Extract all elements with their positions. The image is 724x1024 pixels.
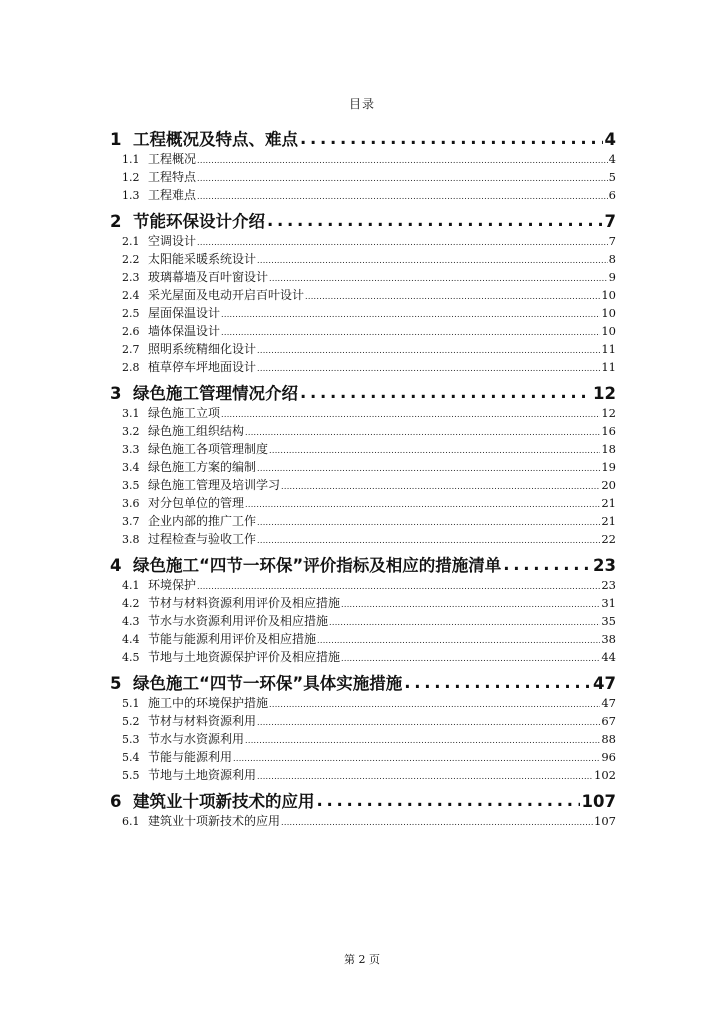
- section-number: 2.6: [122, 325, 140, 338]
- section-title: 工程难点: [148, 188, 197, 202]
- toc-chapter-entry[interactable]: [110, 552, 616, 576]
- section-number: 3.7: [122, 515, 140, 528]
- toc-chapter-entry[interactable]: [110, 126, 616, 150]
- toc-chapter-group: [110, 126, 616, 204]
- dot-leader: [245, 496, 600, 510]
- dot-leader: [404, 673, 591, 692]
- dot-leader: [503, 555, 591, 574]
- section-number: 2.4: [122, 289, 140, 302]
- section-title: 对分包单位的管理: [148, 496, 245, 510]
- section-title: 节水与水资源利用评价及相应措施: [148, 614, 329, 628]
- section-page-number: 35: [601, 614, 616, 628]
- chapter-title: 工程概况及特点、难点: [133, 130, 298, 149]
- section-page-number: 4: [608, 152, 616, 166]
- section-title: 墙体保温设计: [148, 324, 221, 338]
- dot-leader: [221, 324, 600, 338]
- dot-leader: [341, 596, 600, 610]
- section-page-number: 21: [601, 514, 616, 528]
- toc-section-entry[interactable]: [110, 304, 616, 322]
- section-page-number: 20: [601, 478, 616, 492]
- section-title: 节能与能源利用评价及相应措施: [148, 632, 317, 646]
- toc-section-entry[interactable]: [110, 630, 616, 648]
- section-title: 节水与水资源利用: [148, 732, 245, 746]
- section-title: 绿色施工立项: [148, 406, 221, 420]
- toc-section-entry[interactable]: [110, 250, 616, 268]
- toc-section-entry[interactable]: [110, 404, 616, 422]
- table-of-contents: [110, 126, 616, 834]
- section-title: 太阳能采暖系统设计: [148, 252, 257, 266]
- section-number: 3.5: [122, 479, 140, 492]
- toc-chapter-entry[interactable]: [110, 208, 616, 232]
- section-page-number: 44: [601, 650, 616, 664]
- chapter-title: 绿色施工管理情况介绍: [133, 384, 298, 403]
- toc-chapter-entry[interactable]: [110, 788, 616, 812]
- section-title: 玻璃幕墙及百叶窗设计: [148, 270, 269, 284]
- section-number: 4.4: [122, 633, 140, 646]
- section-page-number: 38: [601, 632, 616, 646]
- dot-leader: [317, 791, 580, 810]
- toc-chapter-group: [110, 552, 616, 666]
- toc-chapter-group: [110, 788, 616, 830]
- section-number: 3.2: [122, 425, 140, 438]
- section-page-number: 102: [594, 768, 616, 782]
- section-page-number: 8: [608, 252, 616, 266]
- chapter-page-number: 107: [581, 792, 616, 811]
- section-title: 绿色施工组织结构: [148, 424, 245, 438]
- section-number: 4.1: [122, 579, 140, 592]
- dot-leader: [197, 152, 608, 166]
- toc-section-entry[interactable]: [110, 530, 616, 548]
- dot-leader: [281, 814, 593, 828]
- chapter-number: 2: [110, 212, 122, 231]
- section-page-number: 22: [601, 532, 616, 546]
- dot-leader: [257, 532, 600, 546]
- dot-leader: [341, 650, 600, 664]
- chapter-number: 6: [110, 792, 122, 811]
- toc-section-entry[interactable]: [110, 612, 616, 630]
- toc-section-entry[interactable]: [110, 168, 616, 186]
- dot-leader: [269, 696, 600, 710]
- dot-leader: [300, 383, 591, 402]
- section-number: 1.2: [122, 171, 140, 184]
- section-page-number: 88: [601, 732, 616, 746]
- section-number: 2.2: [122, 253, 140, 266]
- section-number: 2.1: [122, 235, 140, 248]
- toc-section-entry[interactable]: [110, 440, 616, 458]
- dot-leader: [257, 342, 600, 356]
- toc-title: 目录: [348, 97, 375, 111]
- section-title: 空调设计: [148, 234, 197, 248]
- toc-section-entry[interactable]: [110, 748, 616, 766]
- chapter-page-number: 23: [593, 556, 616, 575]
- toc-section-entry[interactable]: [110, 766, 616, 784]
- dot-leader: [245, 732, 600, 746]
- section-title: 环境保护: [148, 578, 197, 592]
- toc-section-entry[interactable]: [110, 812, 616, 830]
- section-title: 建筑业十项新技术的应用: [148, 814, 281, 828]
- section-page-number: 96: [601, 750, 616, 764]
- dot-leader: [233, 750, 600, 764]
- section-number: 1.1: [122, 153, 140, 166]
- dot-leader: [257, 714, 600, 728]
- section-number: 2.7: [122, 343, 140, 356]
- section-title: 企业内部的推广工作: [148, 514, 257, 528]
- dot-leader: [221, 306, 600, 320]
- section-number: 2.3: [122, 271, 140, 284]
- section-page-number: 67: [601, 714, 616, 728]
- section-page-number: 18: [601, 442, 616, 456]
- dot-leader: [267, 211, 603, 230]
- section-title: 绿色施工方案的编制: [148, 460, 257, 474]
- section-number: 3.3: [122, 443, 140, 456]
- chapter-title: 绿色施工“四节一环保”具体实施措施: [133, 674, 403, 693]
- toc-chapter-entry[interactable]: [110, 380, 616, 404]
- toc-section-entry[interactable]: [110, 322, 616, 340]
- section-title: 节地与土地资源利用: [148, 768, 257, 782]
- toc-chapter-entry[interactable]: [110, 670, 616, 694]
- section-title: 过程检查与验收工作: [148, 532, 257, 546]
- toc-section-entry[interactable]: [110, 268, 616, 286]
- section-page-number: 21: [601, 496, 616, 510]
- toc-section-entry[interactable]: [110, 476, 616, 494]
- section-title: 屋面保温设计: [148, 306, 221, 320]
- section-page-number: 16: [601, 424, 616, 438]
- section-title: 工程特点: [148, 170, 197, 184]
- dot-leader: [257, 252, 608, 266]
- dot-leader: [257, 514, 600, 528]
- section-page-number: 9: [608, 270, 616, 284]
- section-page-number: 10: [601, 306, 616, 320]
- dot-leader: [197, 234, 608, 248]
- section-number: 4.5: [122, 651, 140, 664]
- toc-section-entry[interactable]: [110, 594, 616, 612]
- toc-section-entry[interactable]: [110, 576, 616, 594]
- section-page-number: 107: [594, 814, 616, 828]
- dot-leader: [257, 768, 593, 782]
- section-number: 3.6: [122, 497, 140, 510]
- section-number: 5.1: [122, 697, 140, 710]
- section-page-number: 6: [608, 188, 616, 202]
- toc-section-entry[interactable]: [110, 512, 616, 530]
- toc-section-entry[interactable]: [110, 232, 616, 250]
- section-page-number: 5: [608, 170, 616, 184]
- section-number: 4.2: [122, 597, 140, 610]
- section-page-number: 10: [601, 324, 616, 338]
- section-page-number: 47: [601, 696, 616, 710]
- toc-section-entry[interactable]: [110, 150, 616, 168]
- section-page-number: 31: [601, 596, 616, 610]
- page-footer: 第 2 页: [344, 953, 380, 966]
- section-number: 6.1: [122, 815, 140, 828]
- section-number: 4.3: [122, 615, 140, 628]
- chapter-title: 节能环保设计介绍: [133, 212, 265, 231]
- section-title: 工程概况: [148, 152, 197, 166]
- toc-chapter-group: [110, 670, 616, 784]
- section-page-number: 19: [601, 460, 616, 474]
- section-number: 1.3: [122, 189, 140, 202]
- dot-leader: [257, 360, 600, 374]
- chapter-number: 5: [110, 674, 122, 693]
- toc-section-entry[interactable]: [110, 358, 616, 376]
- section-title: 采光屋面及电动开启百叶设计: [148, 288, 305, 302]
- toc-section-entry[interactable]: [110, 186, 616, 204]
- dot-leader: [197, 188, 608, 202]
- toc-section-entry[interactable]: [110, 340, 616, 358]
- chapter-page-number: 47: [593, 674, 616, 693]
- dot-leader: [329, 614, 600, 628]
- toc-section-entry[interactable]: [110, 286, 616, 304]
- dot-leader: [300, 129, 603, 148]
- toc-section-entry[interactable]: [110, 422, 616, 440]
- chapter-number: 1: [110, 130, 122, 149]
- section-title: 绿色施工各项管理制度: [148, 442, 269, 456]
- section-title: 植草停车坪地面设计: [148, 360, 257, 374]
- chapter-page-number: 7: [604, 212, 616, 231]
- toc-section-entry[interactable]: [110, 458, 616, 476]
- chapter-title: 绿色施工“四节一环保”评价指标及相应的措施清单: [133, 556, 502, 575]
- section-number: 3.1: [122, 407, 140, 420]
- dot-leader: [257, 460, 600, 474]
- section-number: 5.2: [122, 715, 140, 728]
- section-number: 5.5: [122, 769, 140, 782]
- section-page-number: 7: [608, 234, 616, 248]
- section-title: 节地与土地资源保护评价及相应措施: [148, 650, 341, 664]
- section-page-number: 10: [601, 288, 616, 302]
- chapter-title: 建筑业十项新技术的应用: [133, 792, 315, 811]
- dot-leader: [269, 442, 600, 456]
- section-number: 2.5: [122, 307, 140, 320]
- chapter-number: 4: [110, 556, 122, 575]
- section-title: 施工中的环境保护措施: [148, 696, 269, 710]
- toc-section-entry[interactable]: [110, 648, 616, 666]
- chapter-number: 3: [110, 384, 122, 403]
- dot-leader: [317, 632, 600, 646]
- dot-leader: [305, 288, 600, 302]
- section-title: 节材与材料资源利用评价及相应措施: [148, 596, 341, 610]
- section-number: 3.8: [122, 533, 140, 546]
- section-title: 节材与材料资源利用: [148, 714, 257, 728]
- section-number: 5.4: [122, 751, 140, 764]
- chapter-page-number: 12: [593, 384, 616, 403]
- toc-section-entry[interactable]: [110, 694, 616, 712]
- dot-leader: [245, 424, 600, 438]
- toc-section-entry[interactable]: [110, 730, 616, 748]
- dot-leader: [221, 406, 600, 420]
- dot-leader: [197, 170, 608, 184]
- section-page-number: 12: [601, 406, 616, 420]
- section-page-number: 23: [601, 578, 616, 592]
- chapter-page-number: 4: [604, 130, 616, 149]
- toc-section-entry[interactable]: [110, 494, 616, 512]
- dot-leader: [269, 270, 608, 284]
- dot-leader: [197, 578, 600, 592]
- section-number: 2.8: [122, 361, 140, 374]
- section-title: 绿色施工管理及培训学习: [148, 478, 281, 492]
- toc-chapter-group: [110, 380, 616, 548]
- section-title: 照明系统精细化设计: [148, 342, 257, 356]
- toc-chapter-group: [110, 208, 616, 376]
- section-number: 5.3: [122, 733, 140, 746]
- section-page-number: 11: [601, 342, 616, 356]
- section-number: 3.4: [122, 461, 140, 474]
- toc-section-entry[interactable]: [110, 712, 616, 730]
- section-title: 节能与能源利用: [148, 750, 233, 764]
- dot-leader: [281, 478, 600, 492]
- section-page-number: 11: [601, 360, 616, 374]
